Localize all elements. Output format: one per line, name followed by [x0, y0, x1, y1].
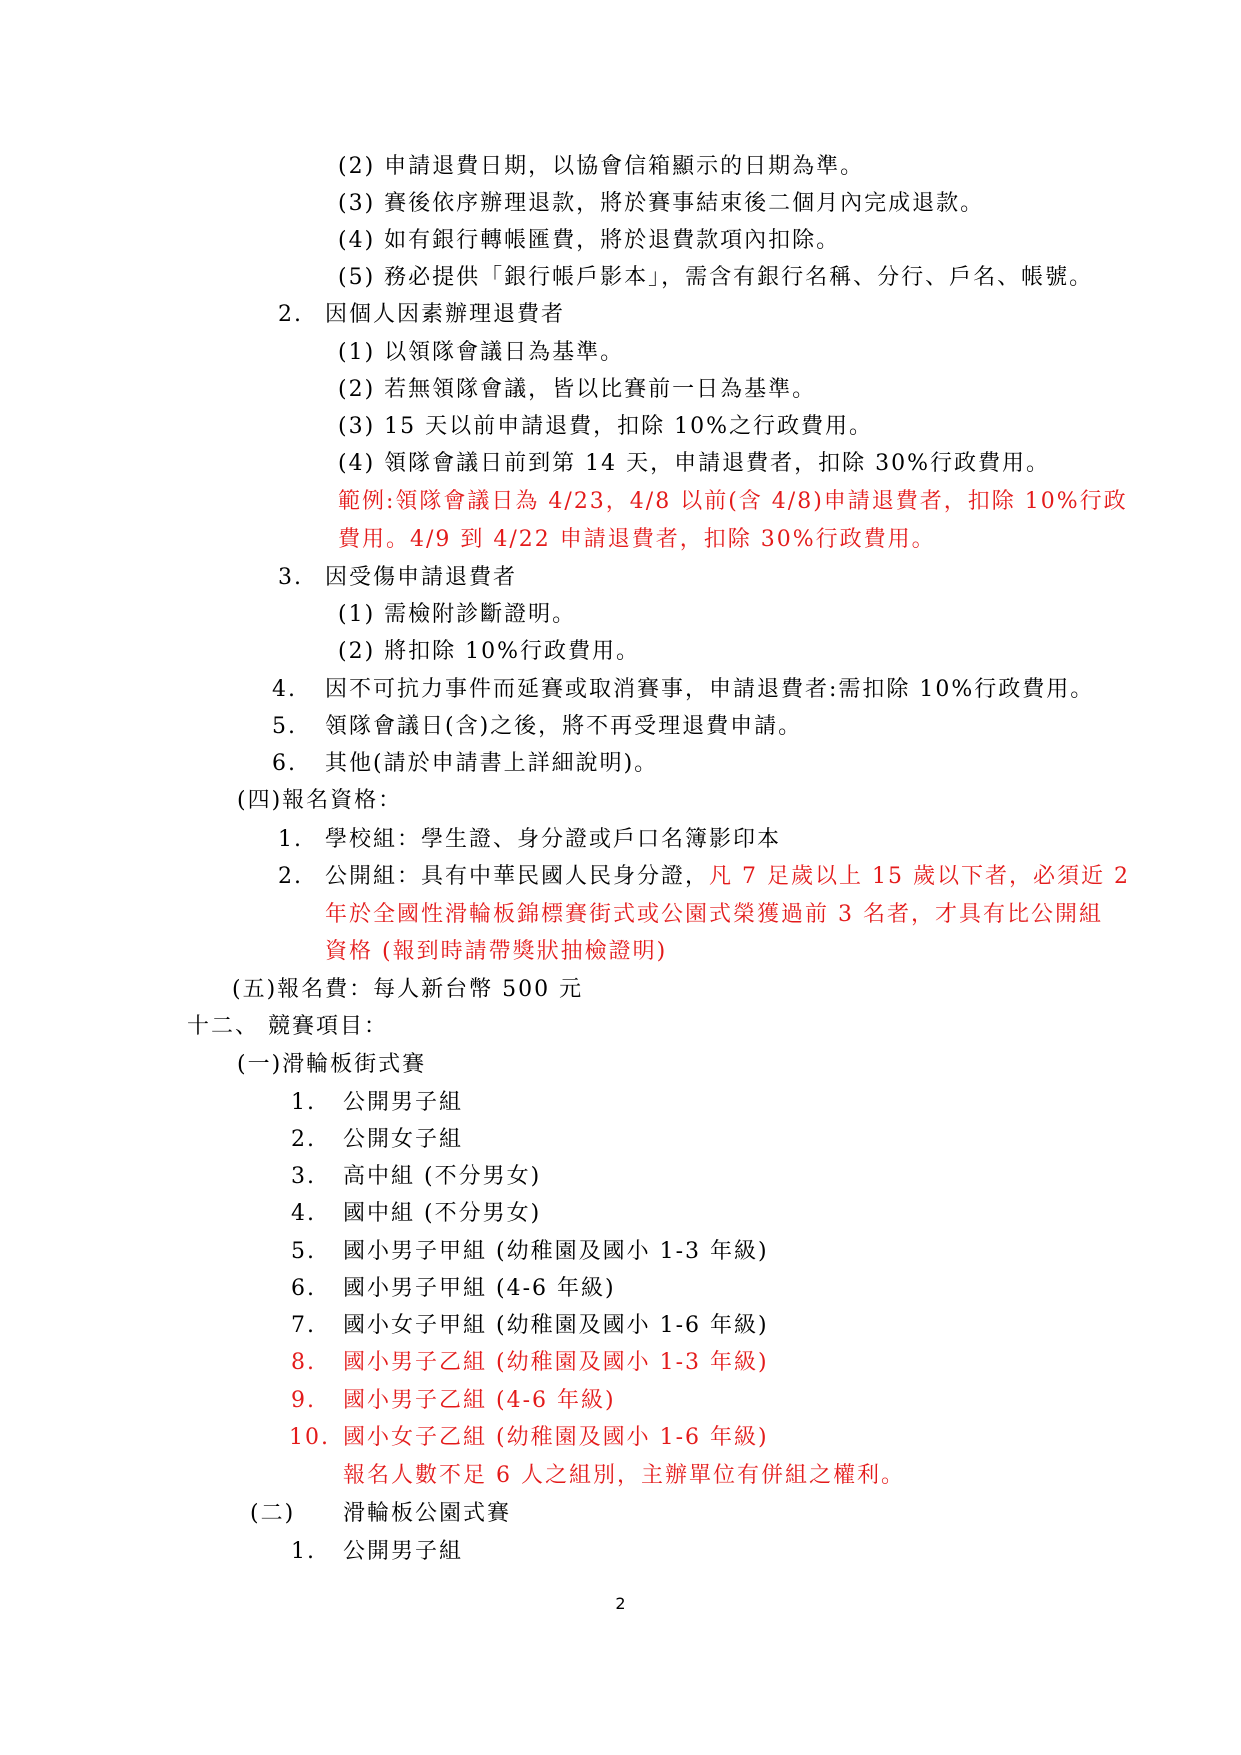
personal-refund-item-4: (4) 領隊會議日前到第 14 天，申請退費者，扣除 30%行政費用。 — [338, 451, 1051, 476]
refund-rule-6-number: 6. — [272, 751, 297, 776]
street-item-1-text: 公開男子組 — [343, 1090, 464, 1115]
refund-rule-4-text: 因不可抗力事件而延賽或取消賽事，申請退費者:需扣除 10%行政費用。 — [325, 677, 1095, 702]
refund-policy-item-4: (4) 如有銀行轉帳匯費，將於退費款項內扣除。 — [338, 228, 841, 253]
street-item-5-number: 5. — [291, 1239, 316, 1264]
park-heading: 滑輪板公園式賽 — [343, 1501, 512, 1526]
park-item-1-number: 1. — [291, 1539, 316, 1564]
refund-rule-5-number: 5. — [272, 714, 297, 739]
street-item-10-text: 國小女子乙組 (幼稚園及國小 1-6 年級) — [343, 1425, 769, 1450]
eligibility-open-red-line-3: 資格 (報到時請帶獎狀抽檢證明) — [325, 939, 668, 964]
personal-refund-item-2: (2) 若無領隊會議，皆以比賽前一日為基準。 — [338, 377, 817, 402]
refund-example-line-2: 費用。4/9 到 4/22 申請退費者，扣除 30%行政費用。 — [338, 527, 936, 552]
street-item-8-text: 國小男子乙組 (幼稚園及國小 1-3 年級) — [343, 1350, 769, 1375]
refund-policy-item-3: (3) 賽後依序辦理退款，將於賽事結束後二個月內完成退款。 — [338, 191, 985, 216]
eligibility-item-1-text: 學校組：學生證、身分證或戶口名簿影印本 — [325, 827, 782, 852]
eligibility-open-red: 凡 7 足歲以上 15 歲以下者，必須近 2 — [709, 864, 1130, 889]
eligibility-item-2-number: 2. — [278, 864, 303, 889]
street-item-7-number: 7. — [291, 1313, 316, 1338]
eligibility-item-1-number: 1. — [278, 827, 303, 852]
street-item-3-number: 3. — [291, 1164, 316, 1189]
personal-refund-number: 2. — [278, 302, 303, 327]
park-number: (二) — [250, 1501, 296, 1526]
street-item-7-text: 國小女子甲組 (幼稚園及國小 1-6 年級) — [343, 1313, 769, 1338]
injury-refund-title: 因受傷申請退費者 — [325, 565, 518, 590]
street-heading: (一)滑輪板街式賽 — [237, 1052, 427, 1077]
merge-group-note: 報名人數不足 6 人之組別，主辦單位有併組之權利。 — [343, 1463, 905, 1488]
injury-refund-number: 3. — [278, 565, 303, 590]
street-item-6-text: 國小男子甲組 (4-6 年級) — [343, 1276, 616, 1301]
eligibility-open-red-line-2: 年於全國性滑輪板錦標賽街式或公園式榮獲過前 3 名者，才具有比公開組 — [325, 902, 1103, 927]
registration-fee: (五)報名費：每人新台幣 500 元 — [232, 977, 584, 1002]
personal-refund-title: 因個人因素辦理退費者 — [325, 302, 566, 327]
refund-rule-4-number: 4. — [272, 677, 297, 702]
personal-refund-item-1: (1) 以領隊會議日為基準。 — [338, 340, 625, 365]
street-item-1-number: 1. — [291, 1090, 316, 1115]
street-item-6-number: 6. — [291, 1276, 316, 1301]
refund-rule-6-text: 其他(請於申請書上詳細說明)。 — [325, 751, 659, 776]
street-item-5-text: 國小男子甲組 (幼稚園及國小 1-3 年級) — [343, 1239, 769, 1264]
refund-example-line-1: 範例:領隊會議日為 4/23，4/8 以前(含 4/8)申請退費者，扣除 10%行政 — [338, 489, 1128, 514]
injury-refund-item-2: (2) 將扣除 10%行政費用。 — [338, 639, 641, 664]
refund-policy-item-5: (5) 務必提供「銀行帳戶影本」，需含有銀行名稱、分行、戶名、帳號。 — [338, 265, 1094, 290]
refund-policy-item-2: (2) 申請退費日期，以協會信箱顯示的日期為準。 — [338, 154, 865, 179]
eligibility-heading: (四)報名資格： — [237, 788, 403, 813]
street-item-2-number: 2. — [291, 1127, 316, 1152]
street-item-8-number: 8. — [291, 1350, 316, 1375]
events-heading: 十二、 競賽項目： — [187, 1014, 388, 1039]
park-item-1-text: 公開男子組 — [343, 1539, 464, 1564]
refund-rule-5-text: 領隊會議日(含)之後，將不再受理退費申請。 — [325, 714, 803, 739]
street-item-4-number: 4. — [291, 1201, 316, 1226]
injury-refund-item-1: (1) 需檢附診斷證明。 — [338, 602, 577, 627]
street-item-3-text: 高中組 (不分男女) — [343, 1164, 542, 1189]
street-item-9-text: 國小男子乙組 (4-6 年級) — [343, 1388, 616, 1413]
eligibility-open-black: 公開組：具有中華民國人民身分證， — [325, 864, 710, 889]
page-number: 2 — [615, 1594, 626, 1613]
street-item-4-text: 國中組 (不分男女) — [343, 1201, 542, 1226]
street-item-2-text: 公開女子組 — [343, 1127, 464, 1152]
street-item-9-number: 9. — [291, 1388, 316, 1413]
eligibility-item-2-text — [325, 862, 1130, 892]
personal-refund-item-3: (3) 15 天以前申請退費，扣除 10%之行政費用。 — [338, 414, 874, 439]
street-item-10-number: 10. — [289, 1425, 330, 1450]
